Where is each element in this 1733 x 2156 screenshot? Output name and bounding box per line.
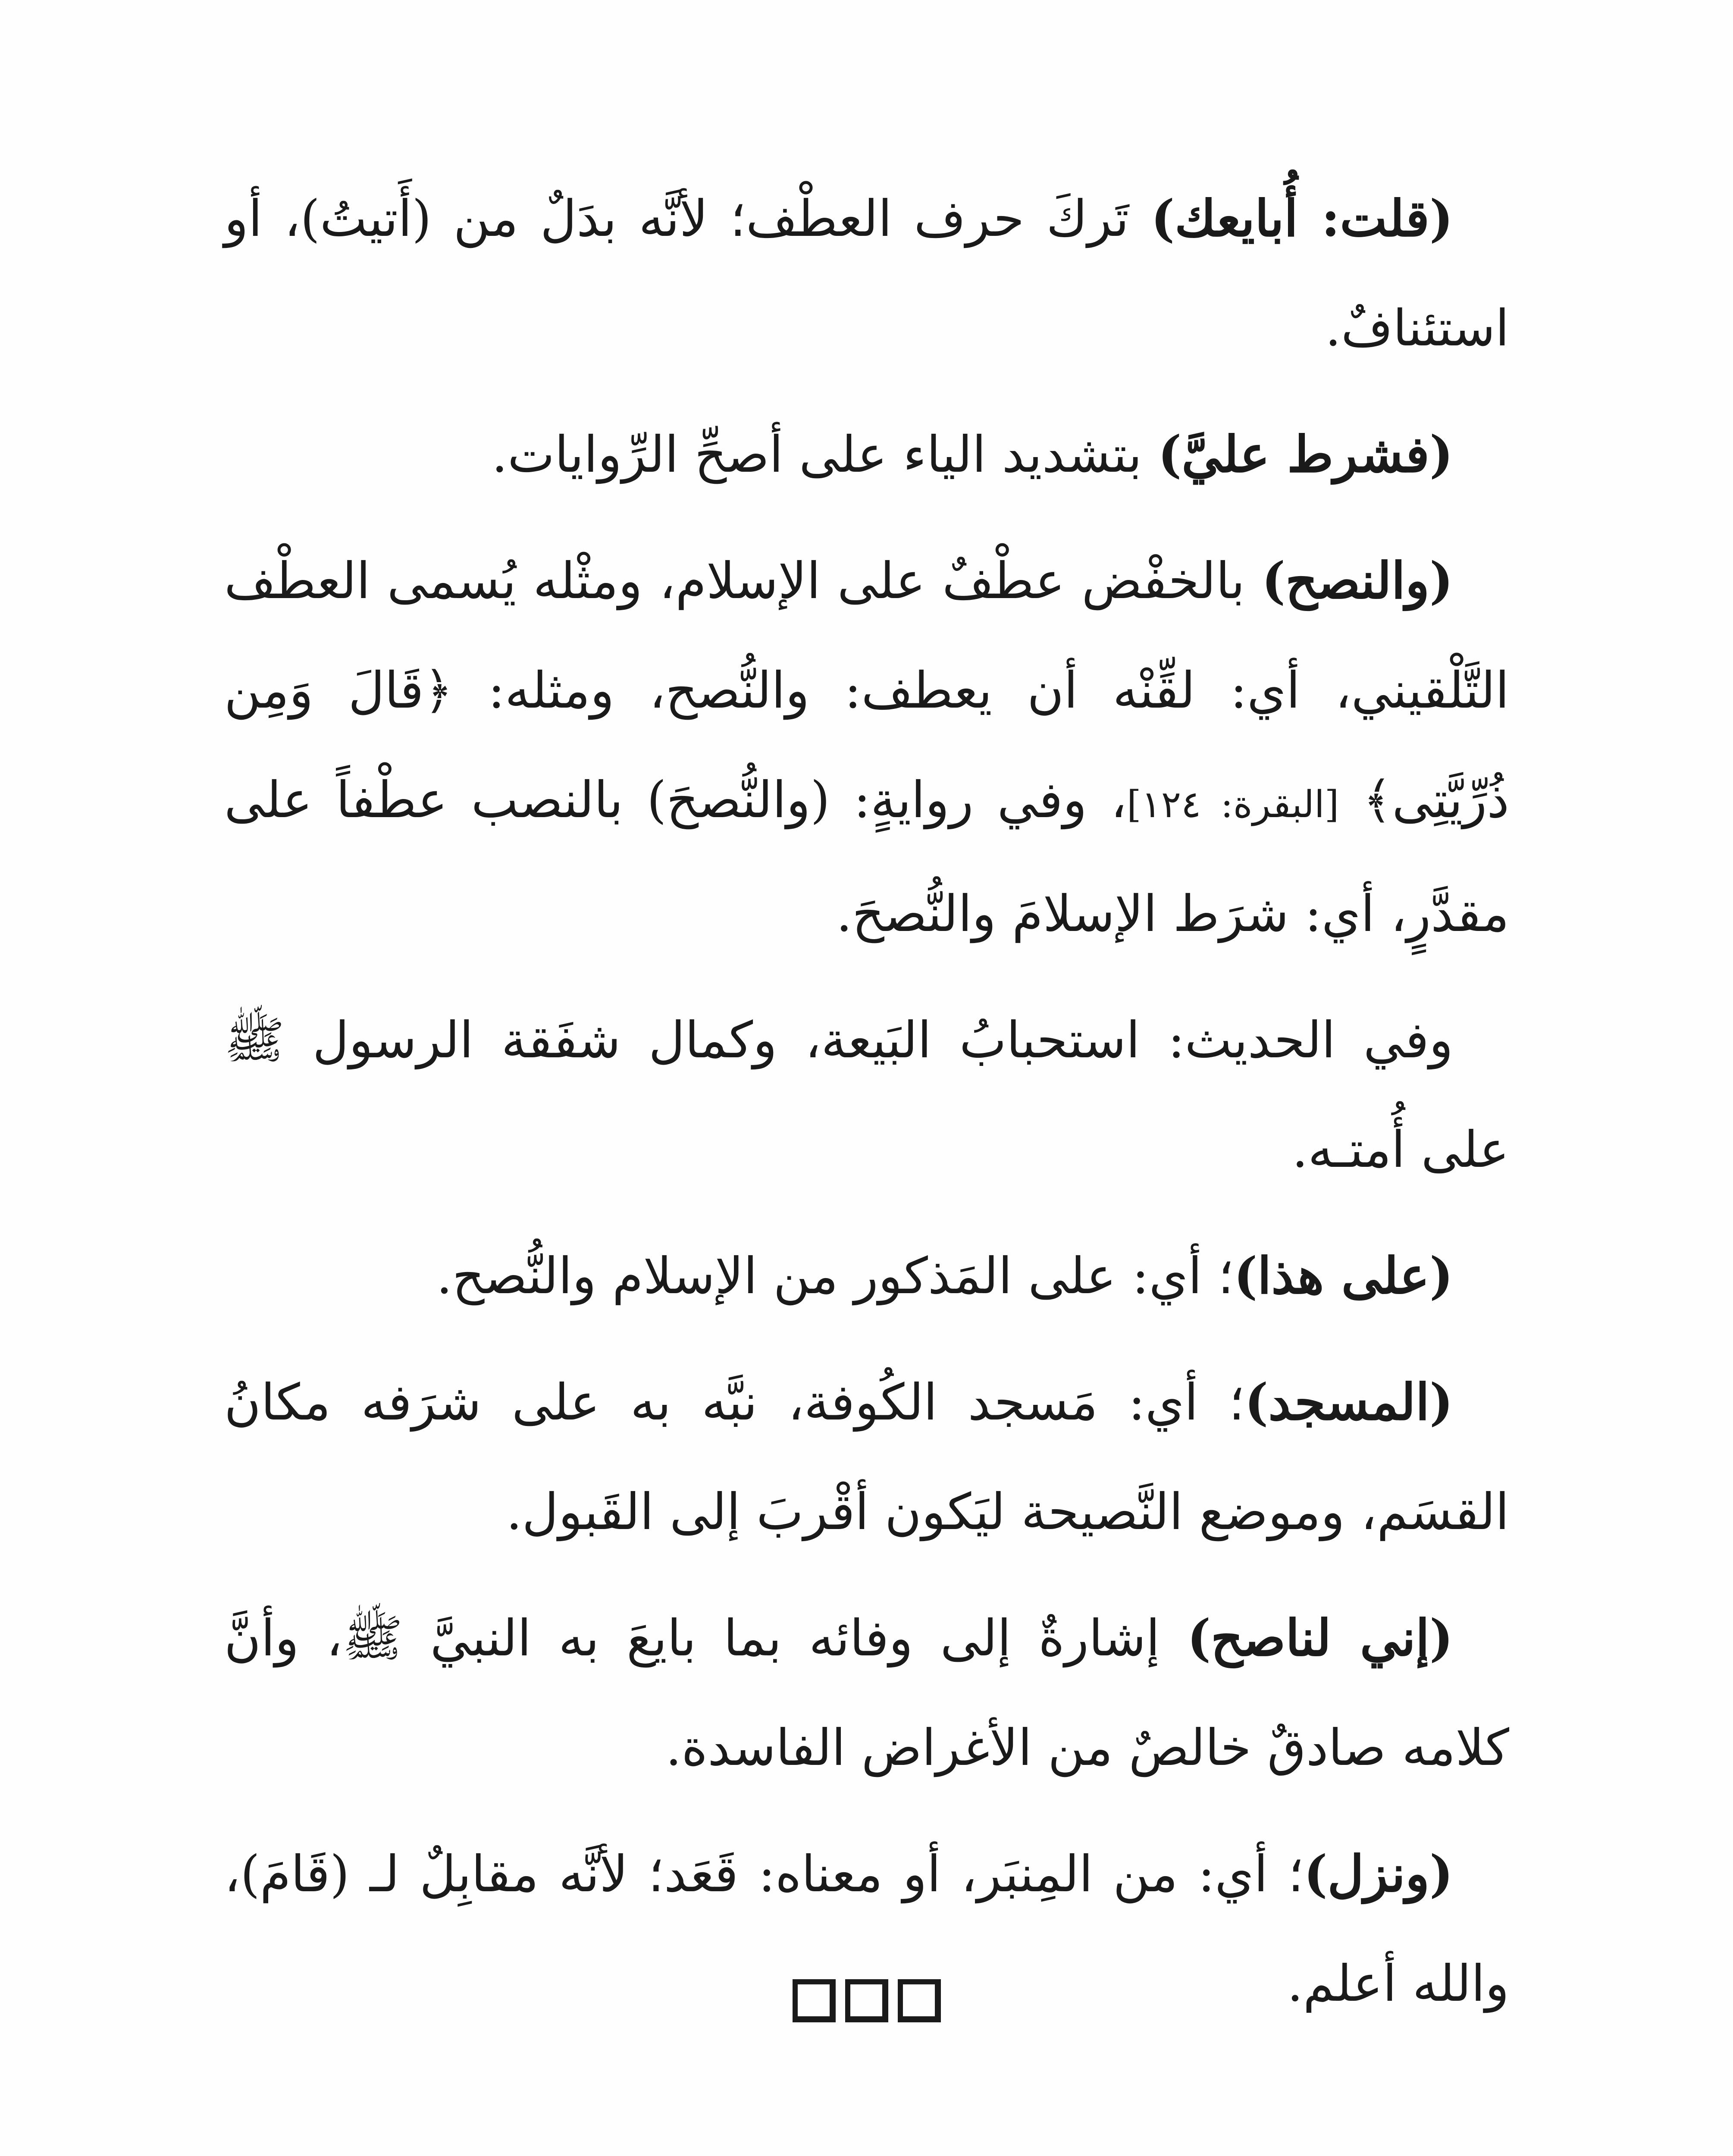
paragraph-body: ؛ أي: مَسجد الكُوفة، نبَّه به على شرَفه مكانُ القسَم، وموضع النَّصيحة ليَكون أقْربَ إلى القَبول. (224, 1373, 1509, 1541)
paragraph-lemma: (فشرط عليَّ) (1158, 425, 1453, 484)
paragraph (224, 1583, 1509, 1803)
paragraph-lemma: (على هذا) (1234, 1247, 1453, 1305)
divider-square-icon (898, 1979, 941, 2022)
divider-square-icon (845, 1979, 888, 2022)
paragraph (224, 164, 1509, 383)
paragraph-body: بالخفْض عطْفٌ على الإسلام، ومثْله يُسمى العطْف التَّلْقيني، أي: لقِّنْه أن يعطف: والنُّصح، ومثله: ﴿قَالَ وَمِن ذُرِّيَّتِى﴾ (224, 552, 1509, 829)
paragraph-lemma: (قلت: أُبايعك) (1151, 189, 1453, 248)
paragraph-body-continued: ، وفي روايةٍ: (والنُّصحَ) بالنصب عطْفاً على مقدَّرٍ، أي: شرَط الإسلامَ والنُّصحَ. (224, 771, 1509, 943)
paragraph-lemma: (المسجد) (1244, 1373, 1453, 1432)
paragraph-lemma: (إني لناصح) (1187, 1609, 1453, 1667)
divider-square-icon (793, 1979, 836, 2022)
paragraph-body: بتشديد الياء على أصحِّ الرِّوايات. (492, 426, 1158, 484)
paragraph (224, 1221, 1509, 1331)
section-divider (0, 1979, 1733, 2022)
commentary-text (224, 164, 1509, 2055)
paragraph-lemma: (والنصح) (1262, 552, 1453, 610)
paragraph-body: وفي الحديث: استحبابُ البَيعة، وكمال شفَقة الرسول ﷺ على أُمتـه. (224, 1011, 1509, 1179)
paragraph (224, 400, 1509, 510)
paragraph (224, 526, 1509, 969)
paragraph-body: ؛ أي: على المَذكور من الإسلام والنُّصح. (436, 1247, 1234, 1305)
quran-reference: [البقرة: ١٢٤] (1127, 783, 1339, 826)
paragraph-body: تَركَ حرف العطْف؛ لأنَّه بدَلٌ من (أَتيتُ)، أو استئنافٌ. (224, 190, 1509, 357)
paragraph-body: ؛ أي: من المِنبَر، أو معناه: قَعَد؛ لأنَّه مقابِلٌ لـ (قَامَ)، والله أعلم. (224, 1845, 1509, 2013)
paragraph-lemma: (ونزل) (1304, 1845, 1453, 1903)
paragraph (224, 1348, 1509, 1567)
paragraph (224, 985, 1509, 1205)
paragraph-body: إشارةٌ إلى وفائه بما بايعَ به النبيَّ ﷺ، وأنَّ كلامه صادقٌ خالصٌ من الأغراض الفاسدة. (224, 1609, 1509, 1777)
